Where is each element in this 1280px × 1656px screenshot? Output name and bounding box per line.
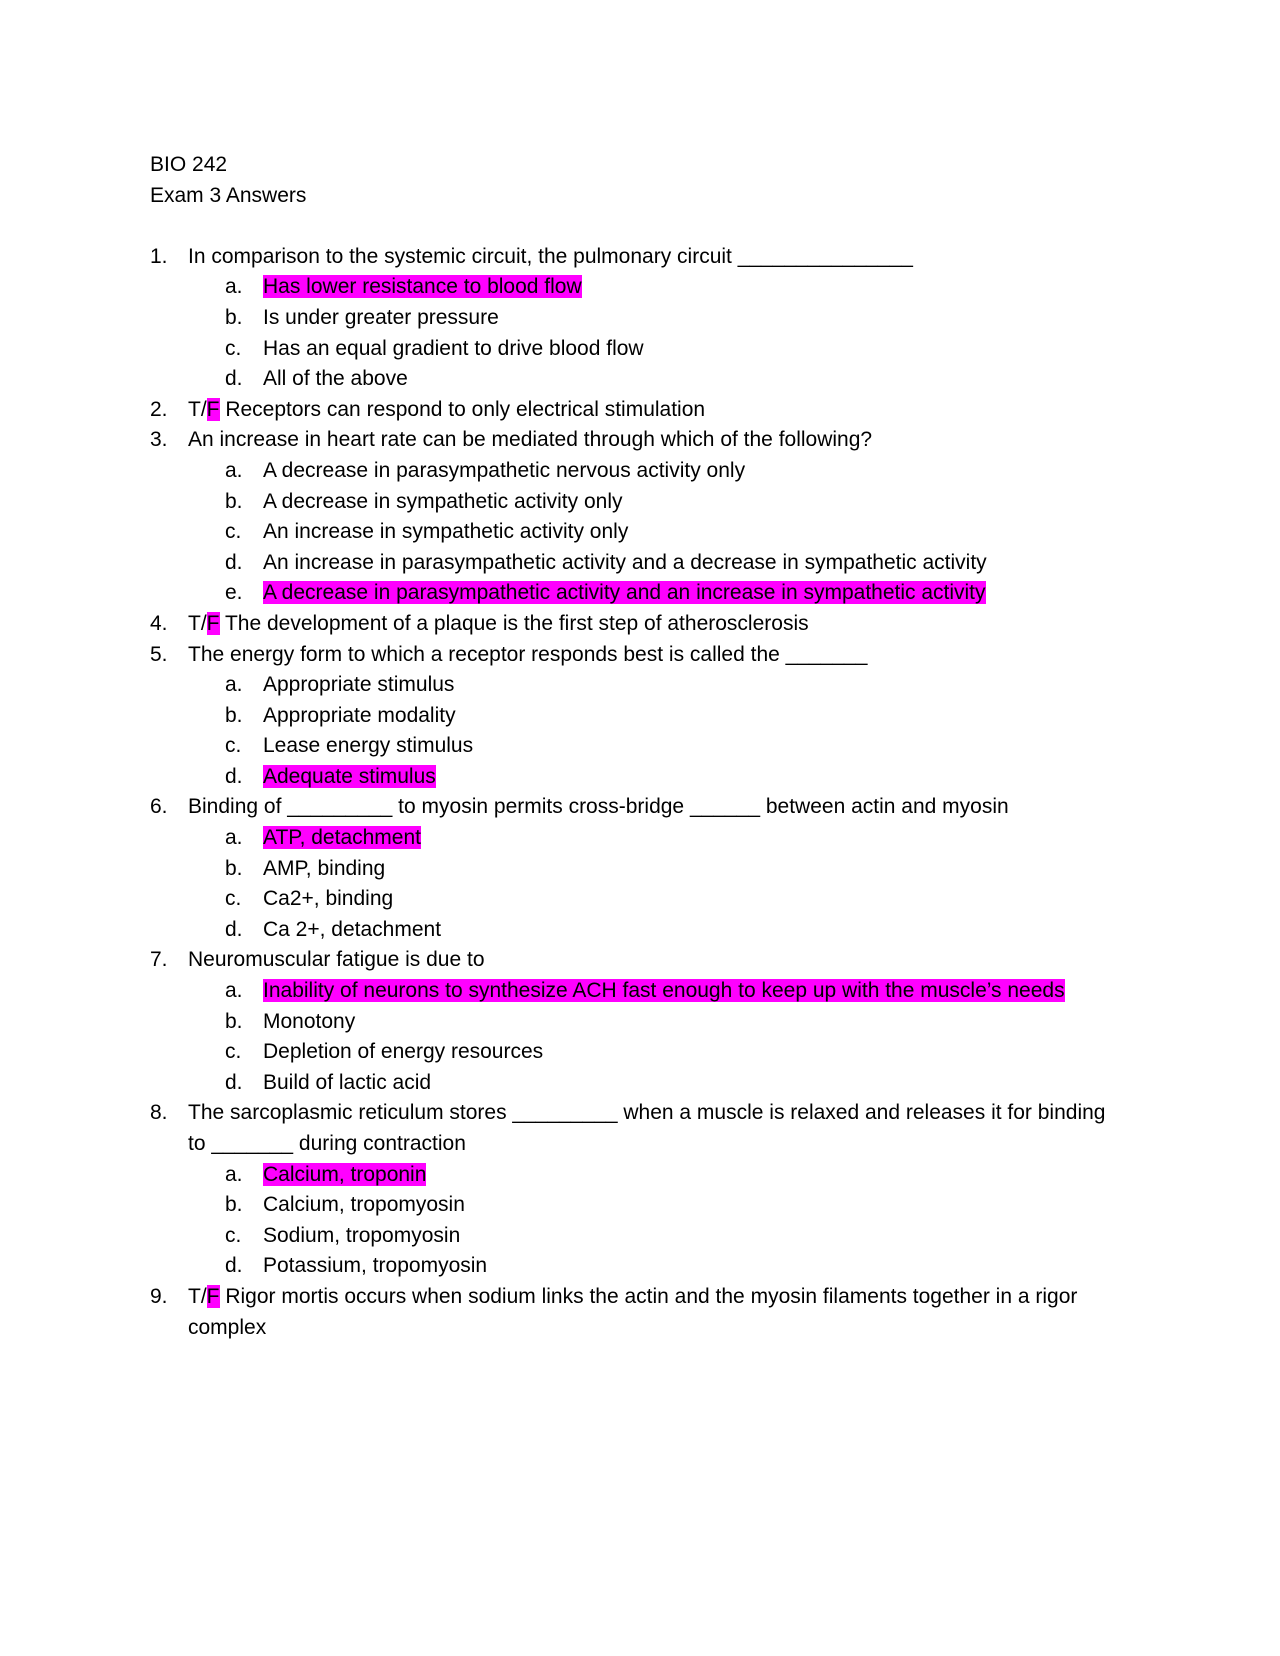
- answer-option: [150, 303, 1130, 334]
- correct-answer-highlight: [263, 272, 582, 303]
- question-text: [188, 1098, 1118, 1159]
- option-text: Appropriate stimulus: [263, 673, 455, 697]
- answer-option: [150, 456, 1130, 487]
- statement-text: Receptors can respond to only electrical stimulation: [219, 397, 706, 421]
- question-2: [150, 395, 1130, 426]
- question-text: [188, 425, 1118, 456]
- answer-option: [150, 548, 1130, 579]
- answer-option: [150, 334, 1130, 365]
- true-false-prefix: T/: [188, 1284, 207, 1308]
- answer-option: [150, 487, 1130, 518]
- answer-option: [150, 976, 1130, 1007]
- correct-answer-highlight: [263, 578, 986, 609]
- option-letter: a.: [225, 1162, 243, 1186]
- question-list: [150, 242, 1130, 1343]
- question-number: 5.: [150, 642, 168, 666]
- answer-option: [150, 884, 1130, 915]
- true-false-prefix: T/: [188, 611, 207, 635]
- option-letter: a.: [225, 458, 243, 482]
- question-text: [188, 640, 1118, 671]
- option-text: Lease energy stimulus: [263, 734, 474, 758]
- course-code: BIO 242: [150, 153, 228, 176]
- spacer: [150, 211, 1130, 242]
- true-false-answer-highlight: F: [206, 397, 220, 421]
- option-text: Has an equal gradient to drive blood flow: [263, 336, 644, 360]
- question-5: [150, 640, 1130, 671]
- option-letter: c.: [225, 520, 242, 544]
- answer-option: [150, 517, 1130, 548]
- question-9: [150, 1282, 1130, 1343]
- question-number: 4.: [150, 611, 168, 635]
- question-number: 2.: [150, 397, 168, 421]
- option-letter: b.: [225, 1193, 243, 1217]
- answer-option: [150, 1190, 1130, 1221]
- option-letter: d.: [225, 1070, 243, 1094]
- highlighted-answer-text: Calcium, troponin: [263, 1162, 427, 1186]
- correct-answer-highlight: [263, 1160, 426, 1191]
- option-letter: c.: [225, 1040, 242, 1064]
- answer-option: [150, 731, 1130, 762]
- option-letter: c.: [225, 887, 242, 911]
- option-text: Potassium, tropomyosin: [263, 1254, 488, 1278]
- option-letter: a.: [225, 275, 243, 299]
- answer-option: [150, 1160, 1130, 1191]
- question-text: [188, 792, 1118, 823]
- question-number: 9.: [150, 1284, 168, 1308]
- option-letter: c.: [225, 1223, 242, 1247]
- question-number: 1.: [150, 244, 168, 268]
- option-text: Appropriate modality: [263, 703, 456, 727]
- question-prompt: The sarcoplasmic reticulum stores _________ when a muscle is relaxed and releases it for binding to _______ during contraction: [188, 1101, 1106, 1155]
- question-number: 6.: [150, 795, 168, 819]
- option-letter: b.: [225, 1009, 243, 1033]
- question-prompt: Neuromuscular fatigue is due to: [188, 948, 485, 972]
- question-text: [188, 1282, 1118, 1343]
- answer-option: [150, 1221, 1130, 1252]
- option-text: AMP, binding: [263, 856, 386, 880]
- highlighted-answer-text: A decrease in parasympathetic activity and an increase in sympathetic activity: [263, 581, 986, 605]
- option-text: Is under greater pressure: [263, 305, 499, 329]
- answer-option: [150, 854, 1130, 885]
- exam-document: [150, 150, 1130, 1343]
- true-false-answer-highlight: F: [206, 611, 220, 635]
- option-text: Ca2+, binding: [263, 887, 394, 911]
- answer-option: [150, 762, 1130, 793]
- question-8: [150, 1098, 1130, 1159]
- option-letter: d.: [225, 764, 243, 788]
- option-letter: d.: [225, 550, 243, 574]
- answer-option: [150, 364, 1130, 395]
- option-text: Monotony: [263, 1009, 356, 1033]
- option-text: Sodium, tropomyosin: [263, 1223, 461, 1247]
- option-letter: a.: [225, 826, 243, 850]
- question-text: [188, 945, 1118, 976]
- option-text: All of the above: [263, 367, 408, 391]
- question-text: [188, 242, 1118, 273]
- option-text: Calcium, tropomyosin: [263, 1193, 465, 1217]
- option-text: Ca 2+, detachment: [263, 917, 442, 941]
- answer-option: [150, 272, 1130, 303]
- option-text: An increase in parasympathetic activity and a decrease in sympathetic activity: [263, 550, 987, 574]
- question-prompt: Binding of _________ to myosin permits cross-bridge ______ between actin and myosin: [188, 795, 1009, 819]
- answer-option: [150, 578, 1130, 609]
- statement-text: Rigor mortis occurs when sodium links the actin and the myosin filaments together in a rigor complex: [188, 1284, 1084, 1339]
- question-number: 3.: [150, 428, 168, 452]
- option-text: A decrease in parasympathetic nervous activity only: [263, 458, 746, 482]
- correct-answer-highlight: [263, 762, 436, 793]
- question-number: 8.: [150, 1101, 168, 1125]
- highlighted-answer-text: ATP, detachment: [263, 826, 421, 850]
- option-letter: d.: [225, 367, 243, 391]
- option-text: A decrease in sympathetic activity only: [263, 489, 623, 513]
- answer-option: [150, 823, 1130, 854]
- answer-option: [150, 701, 1130, 732]
- question-number: 7.: [150, 948, 168, 972]
- document-title: Exam 3 Answers: [150, 183, 307, 207]
- question-prompt: In comparison to the systemic circuit, the pulmonary circuit _______________: [188, 244, 913, 268]
- answer-option: [150, 915, 1130, 946]
- option-letter: b.: [225, 489, 243, 513]
- option-text: Build of lactic acid: [263, 1070, 432, 1094]
- question-prompt: An increase in heart rate can be mediated through which of the following?: [188, 428, 873, 452]
- question-1: [150, 242, 1130, 273]
- question-4: [150, 609, 1130, 640]
- option-letter: d.: [225, 1254, 243, 1278]
- option-letter: c.: [225, 336, 242, 360]
- true-false-answer-highlight: F: [206, 1284, 220, 1308]
- option-letter: a.: [225, 673, 243, 697]
- option-text: An increase in sympathetic activity only: [263, 520, 629, 544]
- correct-answer-highlight: [263, 823, 421, 854]
- answer-option: [150, 670, 1130, 701]
- true-false-prefix: T/: [188, 397, 207, 421]
- option-letter: b.: [225, 856, 243, 880]
- option-letter: a.: [225, 979, 243, 1003]
- correct-answer-highlight: [263, 976, 1065, 1007]
- option-text: Depletion of energy resources: [263, 1040, 544, 1064]
- question-text: [188, 395, 1118, 426]
- highlighted-answer-text: Inability of neurons to synthesize ACH fast enough to keep up with the muscle’s needs: [263, 979, 1065, 1003]
- question-3: [150, 425, 1130, 456]
- option-letter: b.: [225, 305, 243, 329]
- answer-option: [150, 1007, 1130, 1038]
- highlighted-answer-text: Has lower resistance to blood flow: [263, 275, 582, 299]
- option-letter: d.: [225, 917, 243, 941]
- question-7: [150, 945, 1130, 976]
- option-letter: c.: [225, 734, 242, 758]
- answer-option: [150, 1251, 1130, 1282]
- answer-option: [150, 1037, 1130, 1068]
- answer-option: [150, 1068, 1130, 1099]
- option-letter: b.: [225, 703, 243, 727]
- question-text: [188, 609, 1118, 640]
- question-prompt: The energy form to which a receptor responds best is called the _______: [188, 642, 868, 666]
- question-6: [150, 792, 1130, 823]
- option-letter: e.: [225, 581, 243, 605]
- statement-text: The development of a plaque is the first step of atherosclerosis: [219, 611, 809, 635]
- highlighted-answer-text: Adequate stimulus: [263, 764, 436, 788]
